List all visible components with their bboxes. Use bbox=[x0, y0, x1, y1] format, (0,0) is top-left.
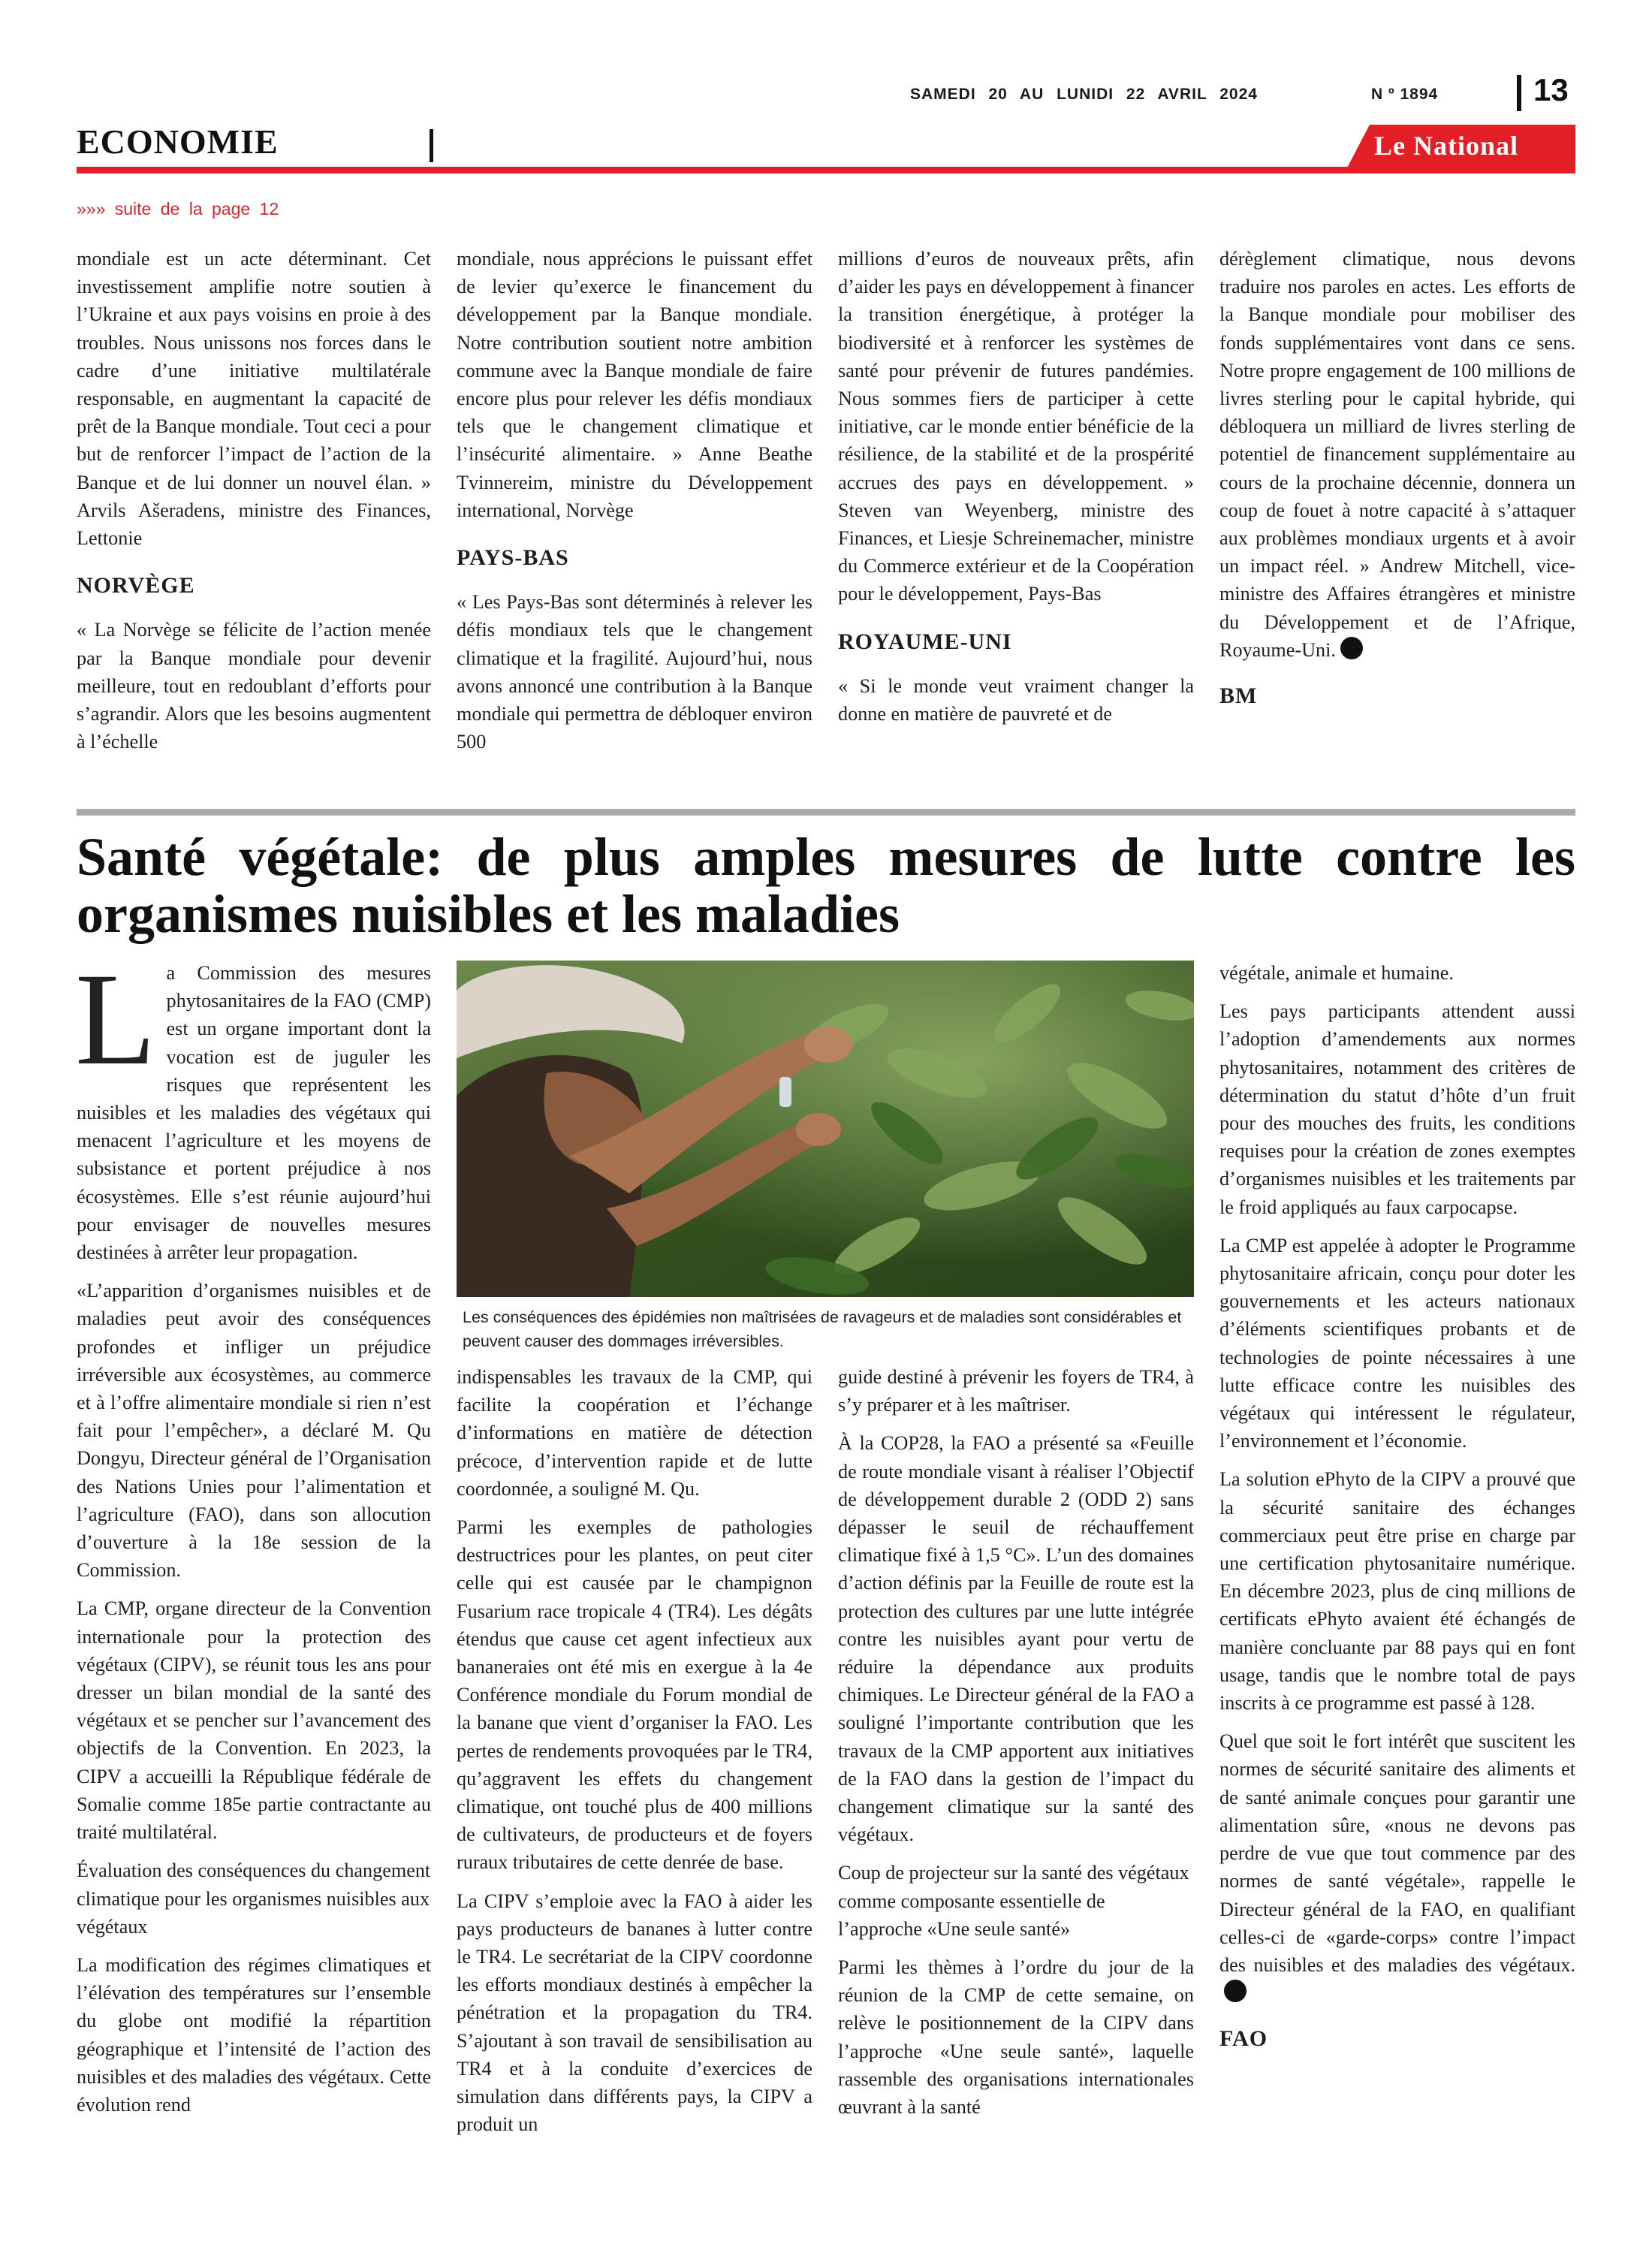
paragraph: indispensables les travaux de la CMP, qui facilite la coopération et l’échange d’informations en matière de détection précoce, d’intervention rapide et de lutte coordonnée, a souligné M. Qu. bbox=[457, 1366, 812, 1500]
end-mark-icon bbox=[1224, 1980, 1247, 2002]
issue-date: SAMEDI 20 AU LUNIDI 22 AVRIL 2024 bbox=[910, 86, 1258, 103]
paragraph: dérèglement climatique, nous devons traduire nos paroles en actes. Les efforts de la Banque mondiale pour mobiliser des fonds supplémentaires vont dans ce sens. Notre propre engagement de 100 millions de livres sterling pour le capital hybride, qui débloquera un milliard de livres sterling de potentiel de financement supplémentaire au cours de la prochaine décennie, donnera un coup de fouet à notre capacité à s’attaquer aux problèmes mondiaux urgents et à avoir un impact réel. » Andrew Mitchell, vice-ministre des Affaires étrangères et ministre du Développement et de l’Afrique, Royaume-Uni. bbox=[1219, 248, 1575, 661]
subheading-one-health: Coup de projecteur sur la santé des végétaux comme composante essentielle de l’approche «Une seule santé» bbox=[838, 1862, 1189, 1940]
subheading-netherlands: PAYS-BAS bbox=[457, 545, 569, 571]
paragraph: mondiale, nous apprécions le puissant effet de levier qu’exerce le financement du développement par la Banque mondiale. Notre contribution soutient notre ambition commune avec la Banque mondiale de faire encore plus pour relever les défis mondiaux tels que le changement climatique et l’insécurité alimentaire. » Anne Beathe Tvinnereim, ministre du Développement international, Norvège bbox=[457, 248, 812, 521]
paragraph: végétale, animale et humaine. bbox=[1219, 962, 1454, 984]
paragraph: guide destiné à prévenir les foyers de TR4, à s’y préparer et à les maîtriser. bbox=[838, 1366, 1194, 1416]
paragraph-with-endmark bbox=[1219, 1727, 1575, 2007]
article-signature: FAO bbox=[1219, 2026, 1268, 2052]
paragraph: La CMP, organe directeur de la Convention internationale pour la protection des végétaux (CIPV), se réunit tous les ans pour dresser un bilan mondial de la santé des végétaux et se pencher sur l’avancement des objectifs de la Convention. En 2023, la CIPV a accueilli la République fédérale de Somalie comme 185e partie contractante au traité multilatéral. bbox=[77, 1597, 431, 1844]
paragraph: La modification des régimes climatiques et l’élévation des températures sur l’ensemble du globe ont modifié la répartition géographique et l’intensité de l’action des nuisibles et des maladies des végétaux. Cette évolution rend bbox=[77, 1953, 431, 2116]
article-separator bbox=[77, 809, 1575, 816]
end-mark-icon bbox=[1340, 637, 1363, 659]
paragraph: Les pays participants attendent aussi l’adoption d’amendements aux normes phytosanitaires, notamment des critères de détermination du statut d’hôte d’un fruit pour des mouches des fruits, les conditions requises pour la création de zones exemptes d’organismes nuisibles et les traitements par le froid appliqués au faux carpocapse. bbox=[1219, 1000, 1575, 1218]
subheading-climate: Évaluation des conséquences du changement climatique pour les organismes nuisibles aux végétaux bbox=[77, 1859, 431, 1938]
brand-name: Le National bbox=[1374, 131, 1519, 161]
section-label: ECONOMIE bbox=[77, 122, 279, 161]
issue-number: N º 1894 bbox=[1371, 86, 1439, 103]
top-column-2 bbox=[457, 245, 812, 766]
photo-illustration bbox=[457, 961, 1194, 1297]
subheading-united-kingdom: ROYAUME-UNI bbox=[838, 629, 1012, 654]
paragraph: Parmi les exemples de pathologies destructrices pour les plantes, on peut citer celle qui est causée par le champignon Fusarium race tropicale 4 (TR4). Les dégâts étendus que cause cet agent infectieux aux bananeraies ont été mis en exergue à la 4e Conférence mondiale du Forum mondial de la banane que vient d’organiser la FAO. Les pertes de rendements provoquées par le TR4, qu’aggravent les effets du changement climatique, ont touché plus de 400 millions de cultivateurs, de producteurs et de foyers ruraux tributaires de cette denrée de base. bbox=[457, 1516, 812, 1874]
main-column-2 bbox=[457, 1363, 812, 2149]
paragraph: «L’apparition d’organismes nuisibles et de maladies peut avoir des conséquences profondes et infliger un préjudice irréversible aux écosystèmes, au commerce et à l’offre alimentaire mondiale si rien n’est fait pour l’empêcher», a déclaré M. Qu Dongyu, Directeur général de l’Organisation des Nations Unies pour l’alimentation et l’agriculture (FAO), dans son allocution d’ouverture à la 18e session de la Commission. bbox=[77, 1280, 431, 1582]
page-number-divider bbox=[1517, 75, 1521, 111]
paragraph: millions d’euros de nouveaux prêts, afin d’aider les pays en développement à financer la transition énergétique, à protéger la biodiversité et à renforcer les systèmes de santé pour prévenir de futures pandémies. Nous sommes fiers de participer à cette initiative, car le monde entier bénéficie de la résilience, de la stabilité et de la prospérité accrues des pays en développement. » Steven van Weyenberg, ministre des Finances, et Liesje Schreinemacher, ministre du Commerce extérieur et de la Coopération pour le développement, Pays-Bas bbox=[838, 248, 1194, 605]
continuation-note: »»» suite de la page 12 bbox=[77, 199, 279, 219]
paragraph: « Si le monde veut vraiment changer la donne en matière de pauvreté et de bbox=[838, 674, 1194, 725]
paragraph: « La Norvège se félicite de l’action menée par la Banque mondiale pour devenir meilleure, tout en redoublant d’efforts pour s’agrandir. Alors que les besoins augmentent à l’échelle bbox=[77, 619, 431, 753]
top-column-3 bbox=[838, 245, 1194, 738]
top-column-1 bbox=[77, 245, 431, 766]
subheading-norway: NORVÈGE bbox=[77, 573, 195, 599]
top-column-4 bbox=[1219, 245, 1575, 710]
paragraph: Parmi les thèmes à l’ordre du jour de la réunion de la CMP de cette semaine, on relève le positionnement de la CIPV dans l’approche «Une seule santé», laquelle rassemble des organisations internationales œuvrant à la santé bbox=[838, 1956, 1194, 2119]
drop-cap: L bbox=[75, 946, 156, 1093]
paragraph-with-endmark bbox=[1219, 245, 1575, 664]
main-column-3 bbox=[838, 1363, 1194, 2131]
paragraph: « Les Pays-Bas sont déterminés à relever les défis mondiaux tels que le changement climatique et la fragilité. Aujourd’hui, nous avons annoncé une contribution à la Banque mondiale qui permettra de débloquer environ 500 bbox=[457, 591, 812, 753]
main-column-1 bbox=[75, 946, 431, 2129]
paragraph: Quel que soit le fort intérêt que suscitent les normes de sécurité sanitaire des aliments et de santé animale conçues pour garantir une alimentation sûre, «nous ne devons pas perdre de vue que tout commence par des normes de santé végétale», rappelle le Directeur général de la FAO, en qualifiant celles-ci de «garde-corps» contre l’impact des nuisibles et des maladies des végétaux. bbox=[1219, 1730, 1575, 1976]
page-number: 13 bbox=[1533, 72, 1569, 107]
paragraph: mondiale est un acte déterminant. Cet investissement amplifie notre soutien à l’Ukraine et aux pays voisins en proie à des troubles. Nous unissons nos forces dans le cadre d’une initiative multilatérale responsable, en augmentant la capacité de prêt de la Banque mondiale. Tout ceci a pour but de renforcer l’impact de l’action de la Banque et de lui donner un nouvel élan. » Arvils Ašeradens, ministre des Finances, Lettonie bbox=[77, 248, 431, 550]
section-divider bbox=[430, 129, 433, 162]
main-column-4 bbox=[1219, 959, 1575, 2053]
paragraph: À la COP28, la FAO a présenté sa «Feuille de route mondiale visant à réaliser l’Objectif de développement durable 2 (ODD 2) sans dépasser le seuil de réchauffement climatique fixé à 1,5 °C». L’un des domaines d’action définis par la Feuille de route est la protection des cultures par une lutte intégrée contre les nuisibles ayant pour vertu de réduire la dépendance aux produits chimiques. Le Directeur général de la FAO a souligné l’importante contribution que les travaux de la CMP apportent aux initiatives de la FAO dans la gestion de l’impact du changement climatique sur la santé des végétaux. bbox=[838, 1432, 1194, 1846]
paragraph: La solution ePhyto de la CIPV a prouvé que la sécurité sanitaire des échanges commerciaux peut être prise en charge par une certification phytosanitaire numérique. En décembre 2023, plus de cinq millions de certificats ePhyto avaient été échangés de manière concluante par 88 pays qui en font usage, tandis que le nombre total de pays inscrits à ce programme est passé à 128. bbox=[1219, 1468, 1575, 1715]
headline: Santé végétale: de plus amples mesures de lutte contre les organismes nuisibles et les maladies bbox=[77, 827, 1575, 944]
paragraph: La CMP est appelée à adopter le Programme phytosanitaire africain, conçu pour doter les gouvernements et les acteurs nationaux d’éléments scientifiques probants et de technologies de pointe nécessaires à une lutte efficace contre les nuisibles des végétaux qui intéressent le régulateur, l’environnement et l’économie. bbox=[1219, 1234, 1575, 1452]
article-signature: BM bbox=[1219, 683, 1258, 709]
photo-caption: Les conséquences des épidémies non maîtrisées de ravageurs et de maladies sont considérables et peuvent causer des dommages irréversibles. bbox=[463, 1308, 1182, 1350]
paragraph: La CIPV s’emploie avec la FAO à aider les pays producteurs de bananes à lutter contre le TR4. Le secrétariat de la CIPV coordonne les efforts mondiaux destinés à empêcher la pénétration et la propagation du TR4. S’ajoutant à son travail de sensibilisation au TR4 et à la conduite d’exercices de simulation dans différents pays, la CIPV a produit un bbox=[457, 1890, 812, 2136]
paragraph: a Commission des mesures phytosanitaires de la FAO (CMP) est un organe important dont la vocation est de juguler les risques que représentent les nuisibles et les maladies des végétaux qui menacent l’agriculture et les moyens de subsistance et portent préjudice à nos écosystèmes. Elle s’est réunie aujourd’hui pour envisager de nouvelles mesures destinées à arrêter leur propagation. bbox=[77, 962, 431, 1264]
article-photo bbox=[457, 961, 1194, 1297]
